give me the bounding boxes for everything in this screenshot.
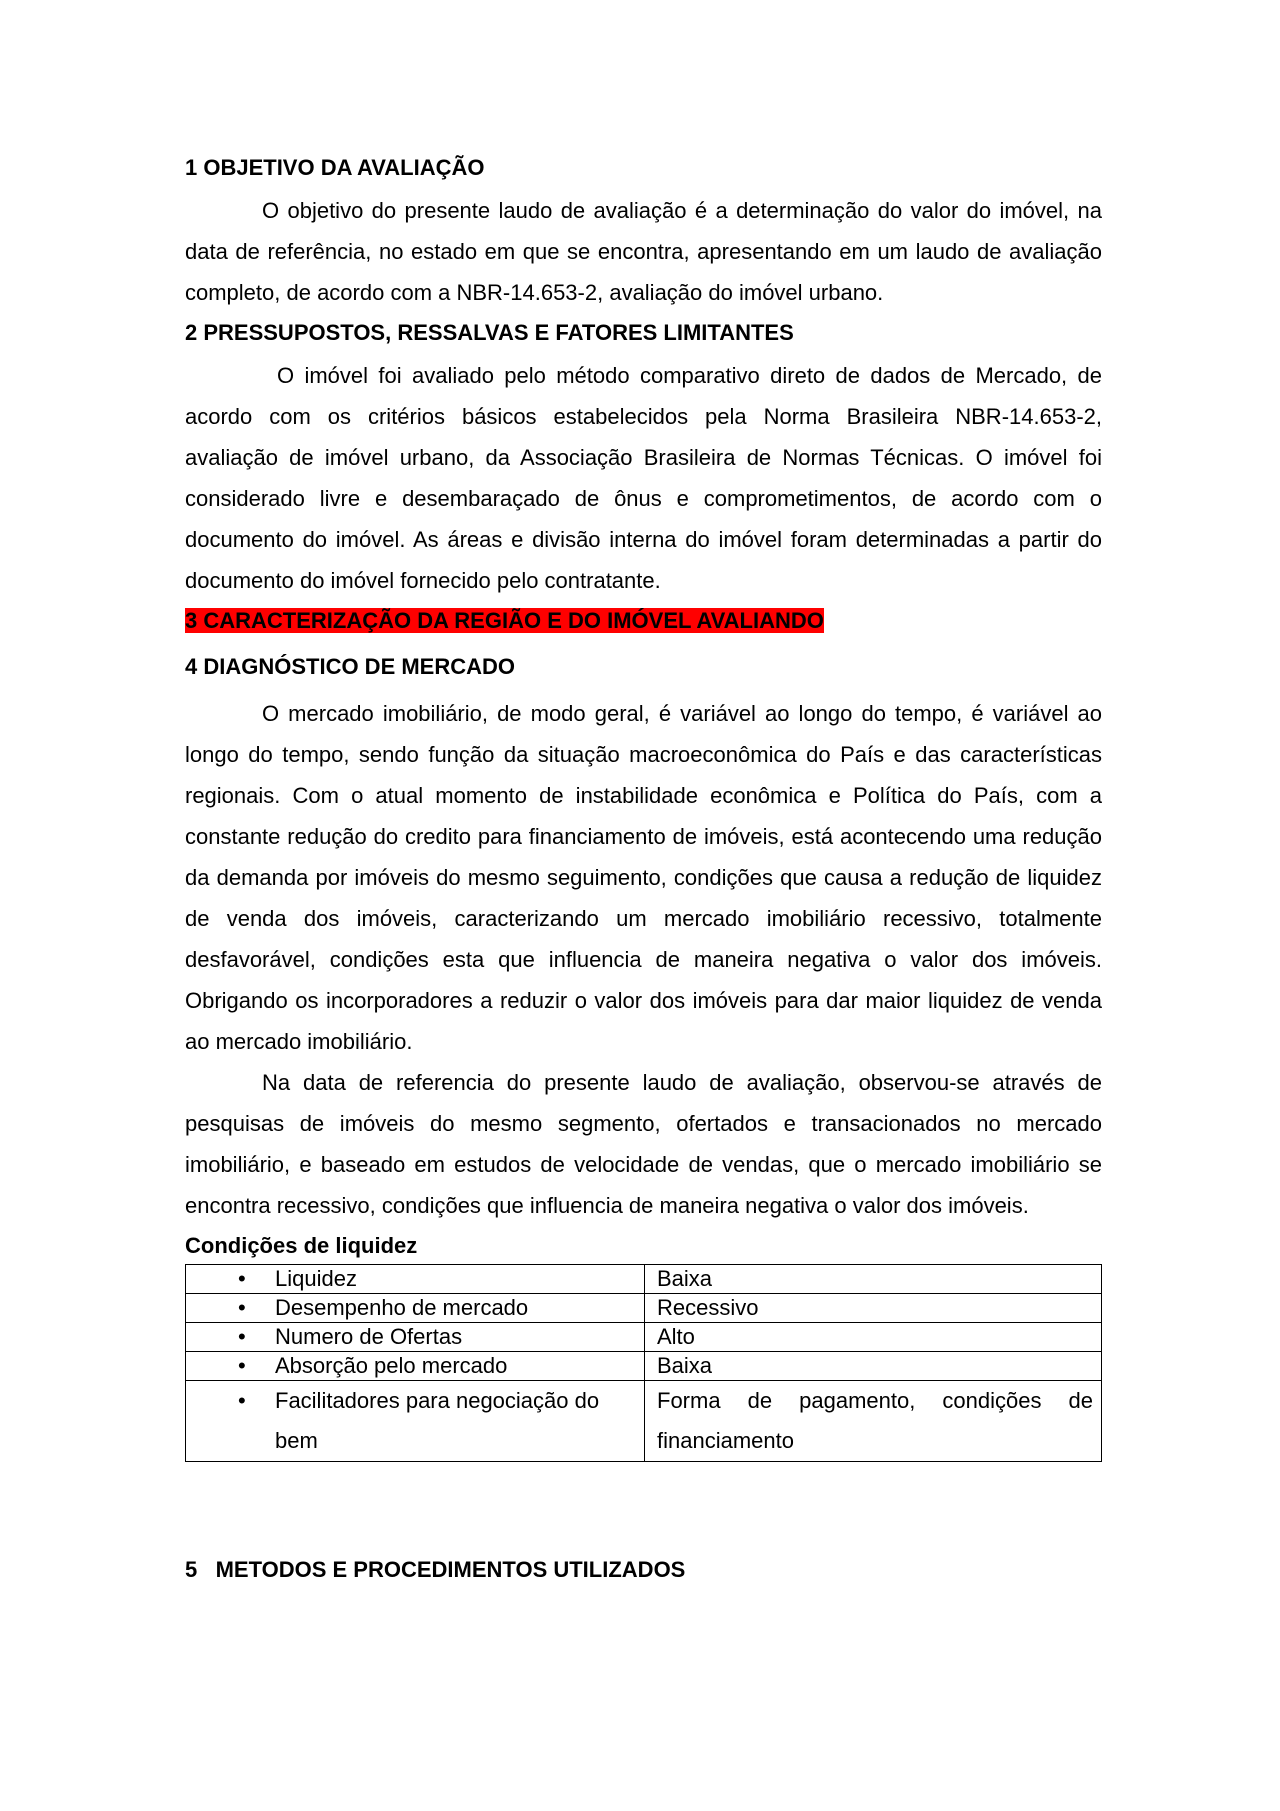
section-4-paragraph-1: O mercado imobiliário, de modo geral, é variável ao longo do tempo, é variável ao longo do tempo, sendo função da situação macroeconômica do País e das características regionais. Com o atual momento de instabilidade econômica e Política do País, com a constante redução do credito para financiamento de imóveis, está acontecendo uma redução da demanda por imóveis do mesmo seguimento, condições que causa a redução de liquidez de venda dos imóveis, caracterizando um mercado imobiliário recessivo, totalmente desfavorável, condições esta que influencia de maneira negativa o valor dos imóveis. Obrigando os incorporadores a reduzir o valor dos imóveis para dar maior liquidez de venda ao mercado imobiliário. xyxy=(185,701,1102,1054)
liquidity-table-title: Condições de liquidez xyxy=(185,1233,418,1258)
liquidity-label: Facilitadores para negociação do bem xyxy=(275,1388,600,1453)
document-content xyxy=(185,150,1102,1588)
table-row xyxy=(186,1352,1102,1381)
liquidity-label: Absorção pelo mercado xyxy=(275,1353,508,1378)
liquidity-value-cell xyxy=(645,1352,1102,1381)
liquidity-label-cell xyxy=(186,1265,645,1294)
liquidity-value-cell xyxy=(645,1265,1102,1294)
bullet-icon: • xyxy=(238,1353,246,1378)
liquidity-value: Forma de pagamento, condições de financiamento xyxy=(657,1388,1093,1453)
liquidity-label: Numero de Ofertas xyxy=(275,1324,463,1349)
bullet-icon: • xyxy=(238,1266,246,1291)
liquidity-label: Liquidez xyxy=(275,1266,357,1291)
liquidity-value-cell xyxy=(645,1294,1102,1323)
section-3-title xyxy=(185,603,1102,639)
liquidity-value: Baixa xyxy=(657,1266,713,1291)
section-4-title: 4 DIAGNÓSTICO DE MERCADO xyxy=(185,654,516,679)
section-4-paragraph-2: Na data de referencia do presente laudo de avaliação, observou-se através de pesquisas de imóveis do mesmo segmento, ofertados e transacionados no mercado imobiliário, e baseado em estudos de velocidade de vendas, que o mercado imobiliário se encontra recessivo, condições que influencia de maneira negativa o valor dos imóveis. xyxy=(185,1070,1102,1218)
bullet-icon: • xyxy=(238,1388,246,1413)
bullet-icon: • xyxy=(238,1324,246,1349)
liquidity-value: Baixa xyxy=(657,1353,713,1378)
section-1-title: 1 OBJETIVO DA AVALIAÇÃO xyxy=(185,155,485,180)
table-row xyxy=(186,1323,1102,1352)
liquidity-value: Alto xyxy=(657,1324,695,1349)
liquidity-label-cell xyxy=(186,1323,645,1352)
liquidity-value-cell xyxy=(645,1323,1102,1352)
liquidity-value: Recessivo xyxy=(657,1295,759,1320)
liquidity-label-cell xyxy=(186,1381,645,1462)
liquidity-value-cell xyxy=(645,1381,1102,1462)
liquidity-label-cell xyxy=(186,1352,645,1381)
section-5-title: 5 METODOS E PROCEDIMENTOS UTILIZADOS xyxy=(185,1557,686,1582)
liquidity-label: Desempenho de mercado xyxy=(275,1295,529,1320)
table-row xyxy=(186,1265,1102,1294)
bullet-icon: • xyxy=(238,1295,246,1320)
section-3-title-highlight: 3 CARACTERIZAÇÃO DA REGIÃO E DO IMÓVEL AVALIANDO xyxy=(185,608,824,633)
section-1-paragraph: O objetivo do presente laudo de avaliação é a determinação do valor do imóvel, na data de referência, no estado em que se encontra, apresentando em um laudo de avaliação completo, de acordo com a NBR-14.653-2, avaliação do imóvel urbano. xyxy=(185,198,1102,305)
liquidity-table xyxy=(185,1264,1102,1462)
section-2-paragraph: O imóvel foi avaliado pelo método comparativo direto de dados de Mercado, de acordo com os critérios básicos estabelecidos pela Norma Brasileira NBR-14.653-2, avaliação de imóvel urbano, da Associação Brasileira de Normas Técnicas. O imóvel foi considerado livre e desembaraçado de ônus e comprometimentos, de acordo com o documento do imóvel. As áreas e divisão interna do imóvel foram determinadas a partir do documento do imóvel fornecido pelo contratante. xyxy=(185,363,1102,593)
liquidity-label-cell xyxy=(186,1294,645,1323)
section-2-title: 2 PRESSUPOSTOS, RESSALVAS E FATORES LIMITANTES xyxy=(185,320,794,345)
table-row xyxy=(186,1294,1102,1323)
table-row xyxy=(186,1381,1102,1462)
